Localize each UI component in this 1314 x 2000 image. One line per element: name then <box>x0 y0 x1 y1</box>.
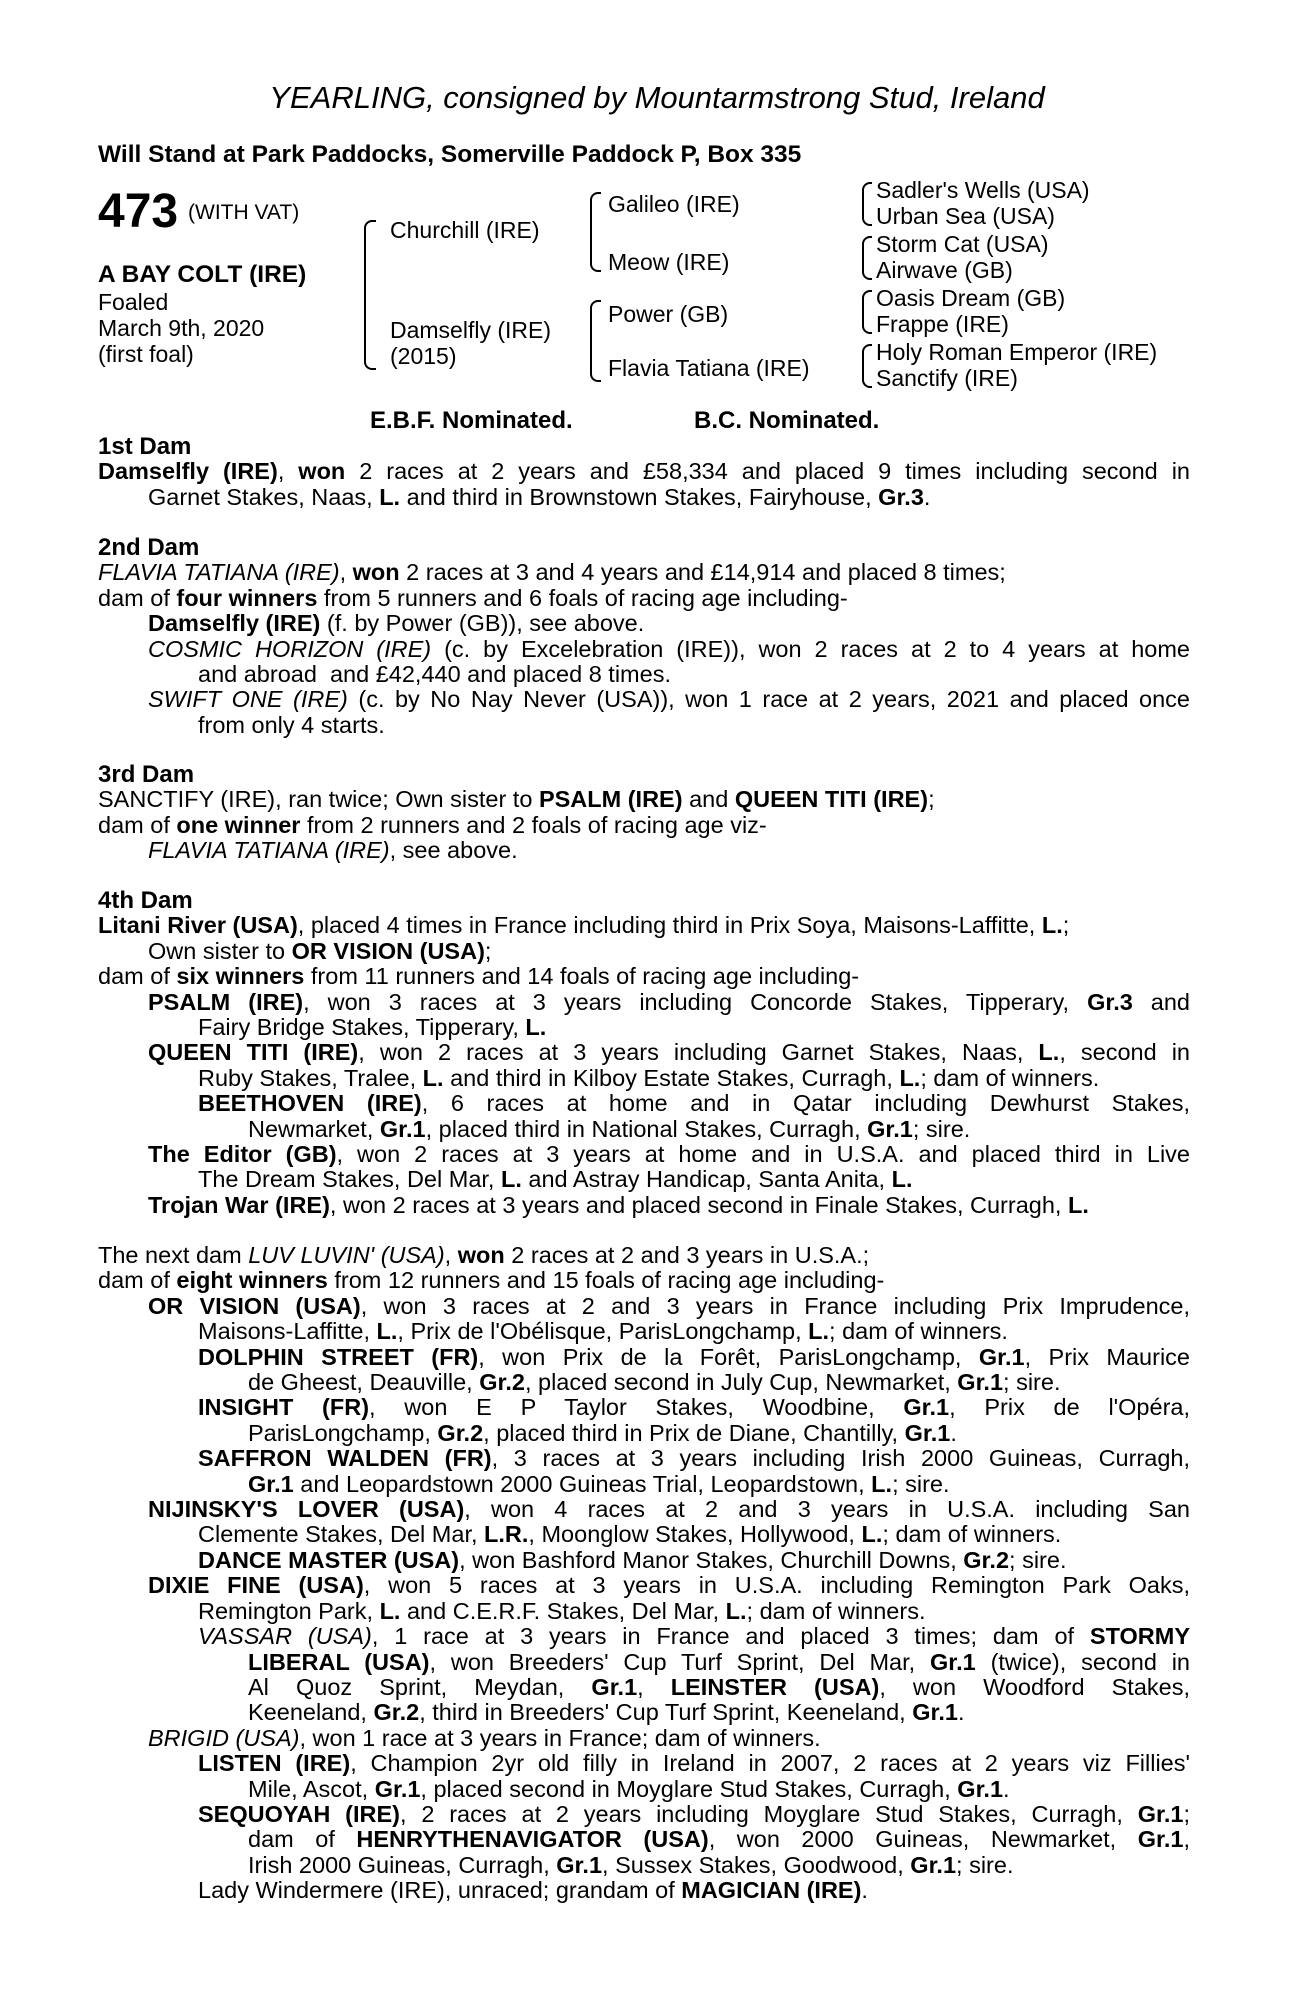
dam-dam-sire: Holy Roman Emperor (IRE) <box>876 339 1158 365</box>
first-dam-line: Damselfly (IRE), won 2 races at 2 years and £58,334 and placed 9 times including second in <box>98 458 1190 485</box>
fourth-dam-section: 4th Dam Litani River (USA), placed 4 times in France including third in Prix Soya, Maisons-Laffitte, L.; Own sister to OR VISION (USA); dam of six winners from 11 runners and 14 foals of racing age including- PSALM (IRE), won 3 races at 3 years including Concorde Stakes, Tipperary, Gr.3 and Fairy Bridge Stakes, Tipperary, L. QUEEN TITI (IRE), won 2 races at 3 years including Garnet Stakes, Naas, L., second in Ruby Stakes, Tralee, L. and third in Kilboy Estate Stakes, Curragh, L.; dam of winners. BEETHOVEN (IRE), 6 races at home and in Qatar including Dewhurst Stakes, Newmarket, Gr.1, placed third in National Stakes, Curragh, Gr.1; sire. The Editor (GB), won 2 races at 3 years at home and in U.S.A. and placed third in Live The Dream Stakes, Del Mar, L. and Astray Handicap, Santa Anita, L. Trojan War (IRE), won 2 races at 3 years and placed second in Finale Stakes, Curragh, L. <box>98 888 1198 1218</box>
foaled-label: Foaled <box>98 289 169 315</box>
pedigree-brace-4d <box>862 344 872 388</box>
dam-dam: Flavia Tatiana (IRE) <box>608 355 810 381</box>
dam-year: (2015) <box>390 343 457 369</box>
page-title: YEARLING, consigned by Mountarmstrong Stud, Ireland <box>269 80 1045 115</box>
first-foal-note: (first foal) <box>98 341 194 367</box>
fourth-dam-heading: 4th Dam <box>98 887 193 914</box>
first-dam-section <box>98 434 1198 510</box>
pedigree-brace-sire <box>590 192 601 272</box>
second-dam-section: 2nd Dam FLAVIA TATIANA (IRE), won 2 races at 3 and 4 years and £14,914 and placed 8 times; dam of four winners from 5 runners and 6 foals of racing age including- Damselfly (IRE) (f. by Power (GB)), see above. COSMIC HORIZON (IRE) (c. by Excelebration (IRE)), won 2 races at 2 to 4 years at home and abroad and £42,440 and placed 8 times. SWIFT ONE (IRE) (c. by No Nay Never (USA)), won 1 race at 2 years, 2021 and placed once from only 4 starts. <box>98 535 1198 738</box>
sire-dam-dam: Airwave (GB) <box>876 257 1013 283</box>
pedigree-brace-4a <box>862 182 872 226</box>
vat-note: (WITH VAT) <box>188 201 300 224</box>
sire-sire-dam: Urban Sea (USA) <box>876 203 1055 229</box>
pedigree-brace-main <box>364 220 376 370</box>
foaled-date: March 9th, 2020 <box>98 315 265 341</box>
second-dam-heading: 2nd Dam <box>98 534 200 561</box>
dam-sire: Power (GB) <box>608 301 729 327</box>
ebf-nominated: E.B.F. Nominated. <box>370 407 573 434</box>
dam-sire-dam: Frappe (IRE) <box>876 311 1009 337</box>
sire-dam-sire: Storm Cat (USA) <box>876 231 1049 257</box>
sire-sire: Galileo (IRE) <box>608 191 740 217</box>
first-dam-line: Garnet Stakes, Naas, L. and third in Brownstown Stakes, Fairyhouse, Gr.3. <box>148 483 931 510</box>
lot-number: 473 <box>98 185 179 238</box>
bc-nominated: B.C. Nominated. <box>694 407 880 434</box>
first-dam-heading: 1st Dam <box>98 433 192 460</box>
dam-dam-dam: Sanctify (IRE) <box>876 365 1018 391</box>
dam-name: Damselfly (IRE) <box>390 317 552 343</box>
sire-name: Churchill (IRE) <box>390 217 540 243</box>
sire-dam: Meow (IRE) <box>608 249 730 275</box>
dam-sire-sire: Oasis Dream (GB) <box>876 285 1066 311</box>
stand-location: Will Stand at Park Paddocks, Somerville Paddock P, Box 335 <box>98 141 802 168</box>
horse-name: A BAY COLT (IRE) <box>98 261 307 288</box>
third-dam-heading: 3rd Dam <box>98 761 195 788</box>
sire-sire-sire: Sadler's Wells (USA) <box>876 177 1090 203</box>
pedigree-brace-4b <box>862 236 872 280</box>
third-dam-section: 3rd Dam SANCTIFY (IRE), ran twice; Own sister to PSALM (IRE) and QUEEN TITI (IRE); dam of one winner from 2 runners and 2 foals of racing age viz- FLAVIA TATIANA (IRE), see above. <box>98 762 1198 864</box>
pedigree-brace-dam <box>590 300 601 382</box>
pedigree-brace-4c <box>862 290 872 334</box>
next-dam-section: The next dam LUV LUVIN' (USA), won 2 races at 2 and 3 years in U.S.A.; dam of eight winners from 12 runners and 15 foals of racing age including- OR VISION (USA), won 3 races at 2 and 3 years in France including Prix Imprudence, Maisons-Laffitte, L., Prix de l'Obélisque, ParisLongchamp, L.; dam of winners. DOLPHIN STREET (FR), won Prix de la Forêt, ParisLongchamp, Gr.1, Prix Maurice de Gheest, Deauville, Gr.2, placed second in July Cup, Newmarket, Gr.1; sire. INSIGHT (FR), won E P Taylor Stakes, Woodbine, Gr.1, Prix de l'Opéra, ParisLongchamp, Gr.2, placed third in Prix de Diane, Chantilly, Gr.1. SAFFRON WALDEN (FR), 3 races at 3 years including Irish 2000 Guineas, Curragh, Gr.1 and Leopardstown 2000 Guineas Trial, Leopardstown, L.; sire. NIJINSKY'S LOVER (USA), won 4 races at 2 and 3 years in U.S.A. including San Clemente Stakes, Del Mar, L.R., Moonglow Stakes, Hollywood, L.; dam of winners. DANCE MASTER (USA), won Bashford Manor Stakes, Churchill Downs, Gr.2; sire. DIXIE FINE (USA), won 5 races at 3 years in U.S.A. including Remington Park Oaks, Remington Park, L. and C.E.R.F. Stakes, Del Mar, L.; dam of winners. VASSAR (USA), 1 race at 3 years in France and placed 3 times; dam of STORMY LIBERAL (USA), won Breeders' Cup Turf Sprint, Del Mar, Gr.1 (twice), second in Al Quoz Sprint, Meydan, Gr.1, LEINSTER (USA), won Woodford Stakes, Keeneland, Gr.2, third in Breeders' Cup Turf Sprint, Keeneland, Gr.1. BRIGID (USA), won 1 race at 3 years in France; dam of winners. LISTEN (IRE), Champion 2yr old filly in Ireland in 2007, 2 races at 2 years viz Fillies' Mile, Ascot, Gr.1, placed second in Moyglare Stud Stakes, Curragh, Gr.1. SEQUOYAH (IRE), 2 races at 2 years including Moyglare Stud Stakes, Curragh, Gr.1; dam of HENRYTHENAVIGATOR (USA), won 2000 Guineas, Newmarket, Gr.1, Irish 2000 Guineas, Curragh, Gr.1, Sussex Stakes, Goodwood, Gr.1; sire. Lady Windermere (IRE), unraced; grandam of MAGICIAN (IRE). <box>98 1242 1191 1904</box>
